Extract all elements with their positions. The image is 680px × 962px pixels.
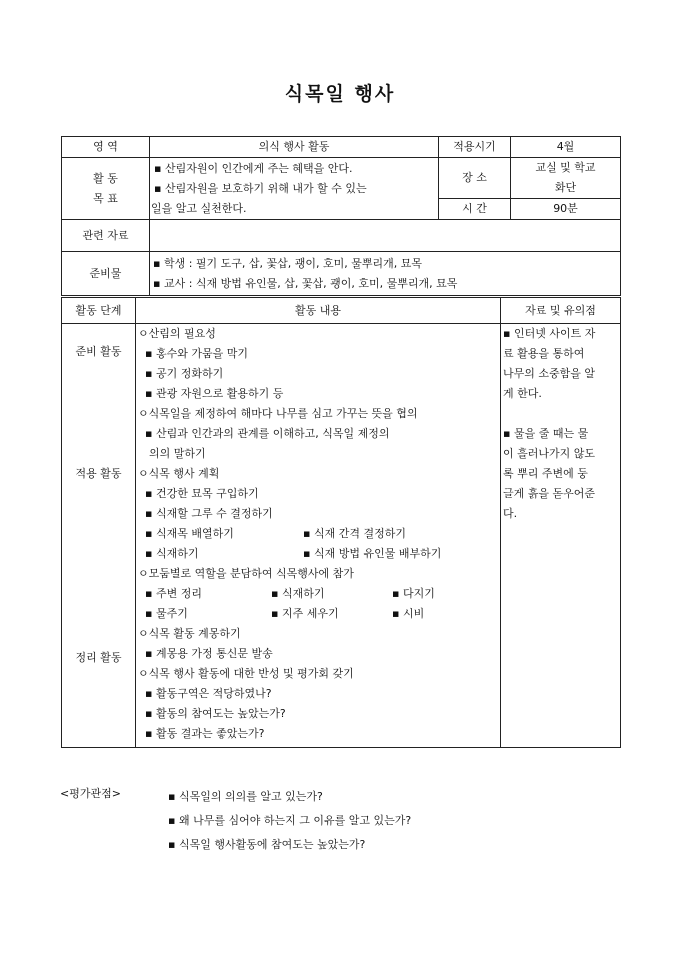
note-line <box>503 404 618 424</box>
note-line: 글게 흙을 돋우어준 <box>503 487 596 500</box>
place-label: 장 소 <box>439 158 511 199</box>
stage-label: 준비 활동 <box>75 345 122 358</box>
goal-label: 활 동 목 표 <box>62 158 150 220</box>
content-line: ㅇ모둠별로 역할을 분담하여 식목행사에 참가 <box>138 567 354 580</box>
time-label: 시 간 <box>439 199 511 220</box>
content-line: ▪ 활동 결과는 좋았는가? <box>145 727 265 740</box>
content-line: 의의 말하기 <box>149 447 206 460</box>
content-line: ▪ 주변 정리 ▪ 식재하기 ▪ 다지기 <box>145 587 435 600</box>
content-line: ㅇ산림의 필요성 <box>138 327 216 340</box>
content-line: ▪ 관광 자원으로 활용하기 등 <box>145 387 284 400</box>
prep-line: ▪ 교사 : 식재 방법 유인물, 삽, 꽃삽, 괭이, 호미, 물뿌리개, 묘목 <box>153 276 458 290</box>
note-line: 록 뿌리 주변에 둥 <box>503 467 588 480</box>
content-line: ㅇ식목 행사 활동에 대한 반성 및 평가회 갖기 <box>138 667 354 680</box>
evaluation-item: ▪ 왜 나무를 심어야 하는지 그 이유를 알고 있는가? <box>168 814 412 827</box>
info-table <box>61 136 621 296</box>
area-value: 의식 행사 활동 <box>150 137 439 158</box>
time-value: 90분 <box>511 199 621 220</box>
note-line: 료 활용을 통하여 <box>503 347 585 360</box>
goal-line: ▪ 산림자원을 보호하기 위해 내가 할 수 있는 <box>154 181 367 195</box>
content-column <box>136 324 501 748</box>
note-line: 나무의 소중함을 알 <box>503 367 596 380</box>
note-line: 다. <box>503 507 518 520</box>
goal-content <box>150 158 439 220</box>
content-line: ㅇ식목일을 제정하여 해마다 나무를 심고 가꾸는 뜻을 협의 <box>138 407 418 420</box>
content-line: ▪ 식재목 배열하기 ▪ 식재 간격 결정하기 <box>145 527 406 540</box>
content-line: ▪ 물주기 ▪ 지주 세우기 ▪ 시비 <box>145 607 425 620</box>
note-line: 이 흘러나가지 않도 <box>503 447 596 460</box>
note-line: ▪ 물을 줄 때는 물 <box>503 427 589 440</box>
content-line: ▪ 식재하기 ▪ 식재 방법 유인물 배부하기 <box>145 547 442 560</box>
goal-line: ▪ 산림자원이 인간에게 주는 혜택을 안다. <box>154 161 353 175</box>
evaluation-item: ▪ 식목일의 의의를 알고 있는가? <box>168 790 323 803</box>
prep-line: ▪ 학생 : 필기 도구, 삽, 꽃삽, 괭이, 호미, 물뿌리개, 묘목 <box>153 256 422 270</box>
note-line: ▪ 인터넷 사이트 자 <box>503 327 596 340</box>
period-value: 4월 <box>511 137 621 158</box>
header-stage: 활동 단계 <box>62 298 136 324</box>
content-line: ▪ 산림과 인간과의 관계를 이해하고, 식목일 제정의 <box>145 427 390 440</box>
goal-line: 일을 알고 실천한다. <box>151 201 247 215</box>
evaluation-item: ▪ 식목일 행사활동에 참여도는 높았는가? <box>168 838 366 851</box>
content-line: ㅇ식목 행사 계획 <box>138 467 220 480</box>
stage-column <box>62 324 136 748</box>
place-value: 교실 및 학교 화단 <box>511 158 621 199</box>
evaluation-label: <평가관점> <box>60 787 121 800</box>
prep-content <box>150 252 621 296</box>
content-line: ▪ 활동의 참여도는 높았는가? <box>145 707 286 720</box>
content-line: ▪ 활동구역은 적당하였나? <box>145 687 272 700</box>
content-line: ▪ 식재할 그루 수 결정하기 <box>145 507 273 520</box>
page-title: 식목일 행사 <box>284 83 396 105</box>
stage-label: 적용 활동 <box>75 467 122 480</box>
period-label: 적용시기 <box>439 137 511 158</box>
related-label: 관련 자료 <box>62 220 150 252</box>
activity-table <box>61 297 621 748</box>
prep-label: 준비물 <box>62 252 150 296</box>
related-value <box>150 220 621 252</box>
note-line: 게 한다. <box>503 387 542 400</box>
header-notes: 자료 및 유의점 <box>501 298 621 324</box>
content-line: ㅇ식목 활동 계몽하기 <box>138 627 241 640</box>
content-line: ▪ 공기 정화하기 <box>145 367 224 380</box>
content-line: ▪ 계몽용 가정 통신문 발송 <box>145 647 273 660</box>
notes-column <box>501 324 621 748</box>
content-line: ▪ 건강한 묘목 구입하기 <box>145 487 259 500</box>
header-content: 활동 내용 <box>136 298 501 324</box>
area-label: 영 역 <box>62 137 150 158</box>
content-line: ▪ 홍수와 가뭄을 막기 <box>145 347 248 360</box>
stage-label: 정리 활동 <box>75 651 122 664</box>
